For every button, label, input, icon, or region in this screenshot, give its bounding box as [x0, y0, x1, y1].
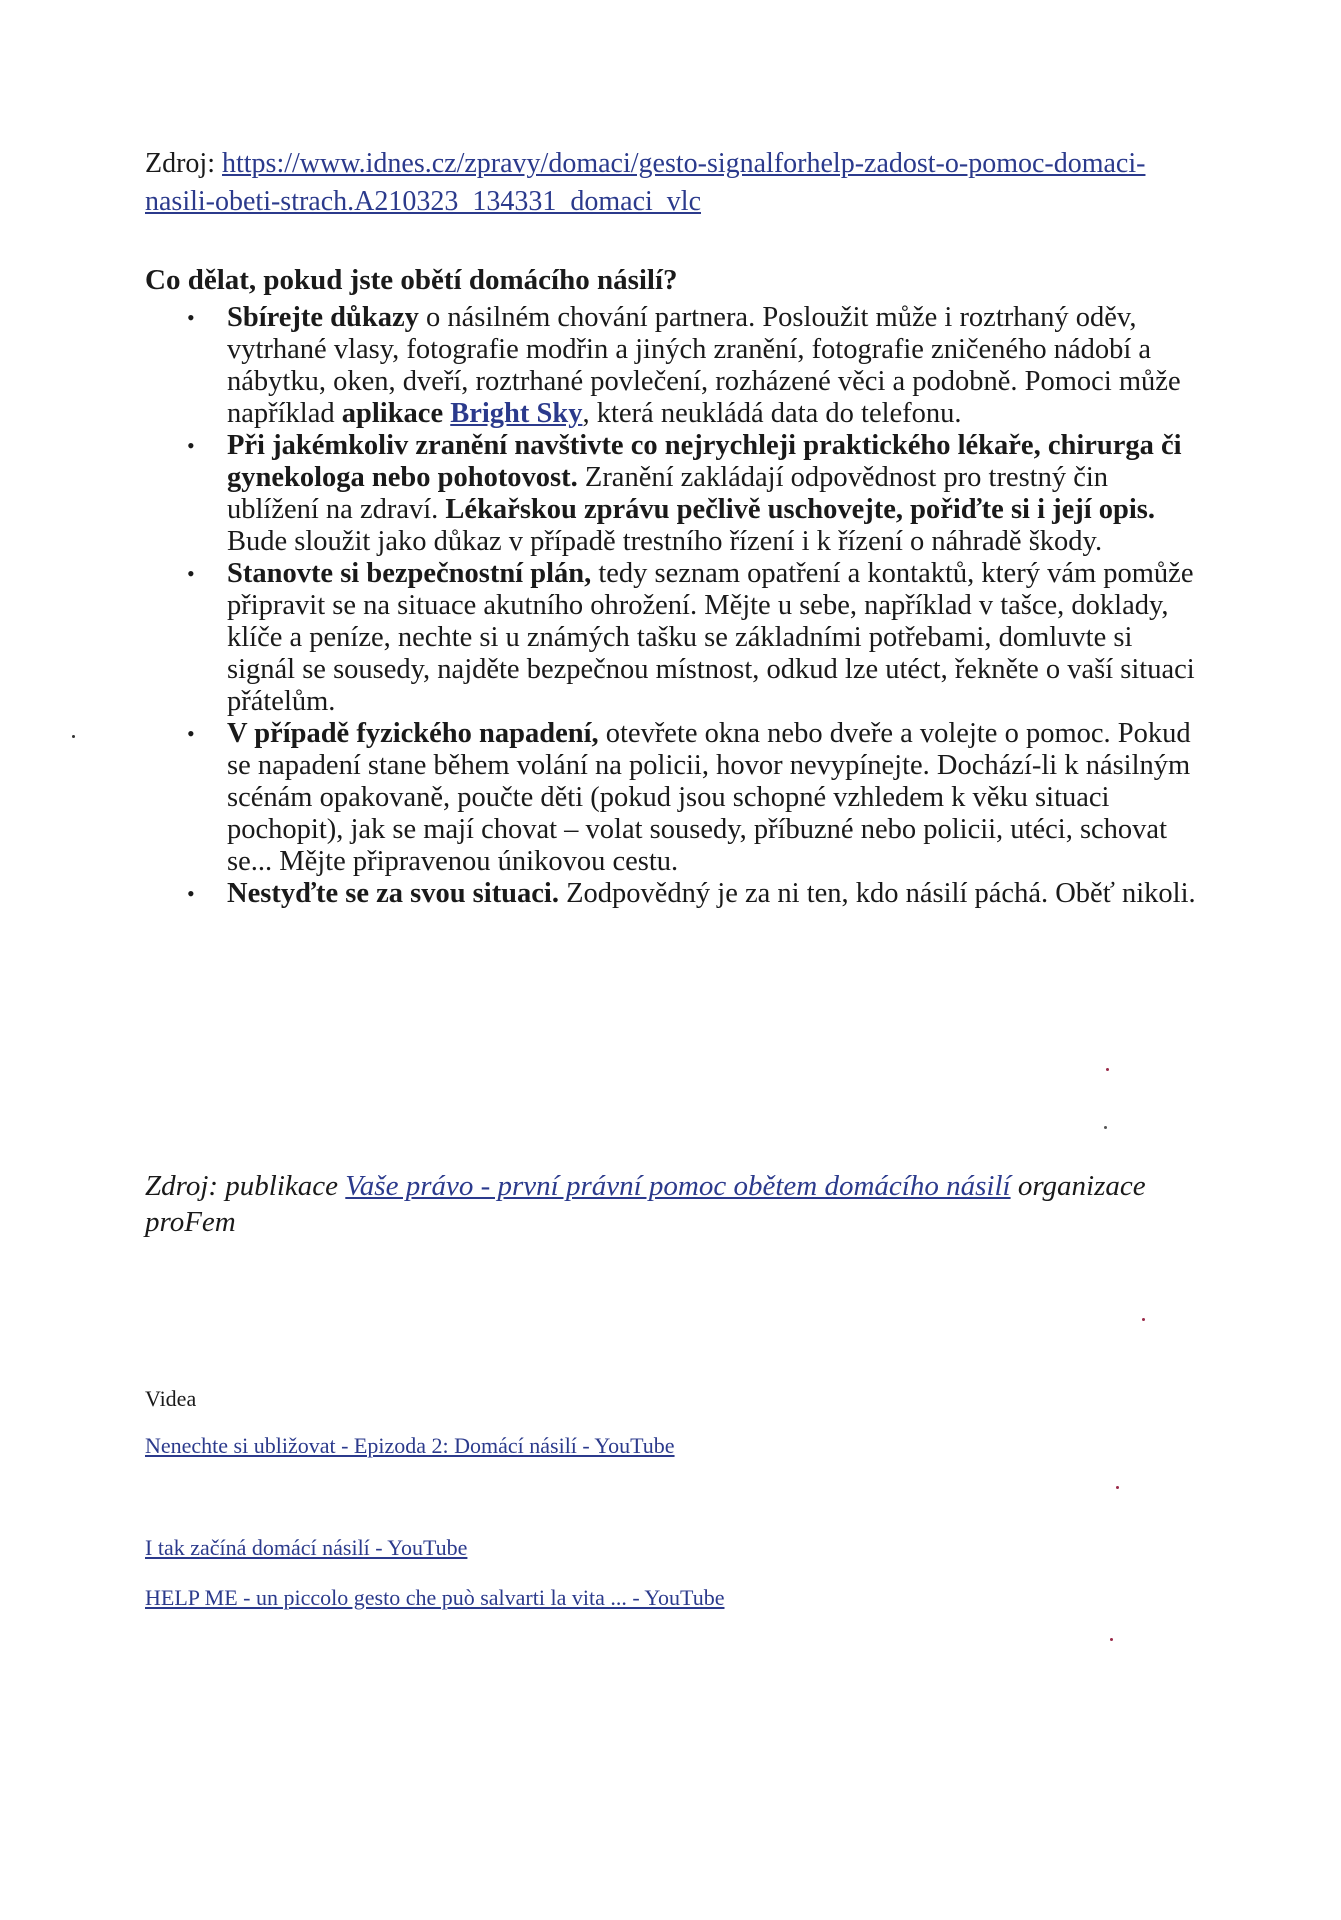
scan-speck	[72, 735, 75, 738]
tip-bold: Nestyďte se za svou situaci.	[227, 878, 559, 909]
bullet-icon: •	[187, 881, 195, 906]
tip-text: tedy seznam opatření a kontaktů, který vám pomůže připravit se na situace akutního ohrožení. Mějte u sebe, například v tašce, doklady, klíče a peníze, nechte si u známých tašku se základními potřebami, domluvte si signál se sousedy, najděte bezpečnou místnost, odkud lze utéct, řekněte o vaší situaci přátelům.	[227, 558, 1195, 717]
tip-bold: Při jakémkoliv zranění navštivte co nejrychleji praktického lékaře, chirurga či gynekologa nebo pohotovost.	[227, 430, 1182, 493]
list-item	[145, 430, 1205, 558]
list-item	[145, 878, 1205, 910]
source-prefix: Zdroj:	[145, 148, 222, 179]
publication-prefix: Zdroj: publikace	[145, 1170, 346, 1202]
video-link-3[interactable]: HELP ME - un piccolo gesto che può salvarti la vita ... - YouTube	[145, 1585, 725, 1610]
videos-heading: Videa	[145, 1386, 197, 1411]
list-item	[145, 718, 1205, 878]
publication-suffix: organizace proFem	[145, 1170, 1146, 1238]
list-item	[145, 302, 1205, 430]
tip-bold: Sbírejte důkazy	[227, 302, 419, 333]
tip-text: otevřete okna nebo dveře a volejte o pomoc. Pokud se napadení stane během volání na policii, hovor nevypínejte. Dochází-li k násilným scénám opakovaně, poučte děti (pokud jsou schopné vzhledem k věku situaci pochopit), jak se mají chovat – volat sousedy, příbuzné nebo policii, utéci, schovat se... Mějte připravenou únikovou cestu.	[227, 718, 1191, 877]
source-url-link[interactable]: https://www.idnes.cz/zpravy/domaci/gesto-signalforhelp-zadost-o-pomoc-domaci-nasili-obeti-strach.A210323_134331_domaci_vlc	[145, 148, 1146, 217]
scan-speck	[1116, 1486, 1119, 1489]
tip-bold-2: aplikace	[341, 398, 451, 429]
tip-text: Zranění zakládají odpovědnost pro trestný čin ublížení na zdraví.	[227, 462, 1109, 525]
section-heading: Co dělat, pokud jste obětí domácího násilí?	[145, 264, 678, 296]
tip-text: Zodpovědný je za ni ten, kdo násilí páchá. Oběť nikoli.	[558, 878, 1196, 909]
bullet-icon: •	[187, 305, 195, 330]
tips-list	[145, 302, 1205, 910]
bullet-icon: •	[187, 561, 195, 586]
video-link-2[interactable]: I tak začíná domácí násilí - YouTube	[145, 1535, 468, 1560]
tip-bold: V případě fyzického napadení,	[227, 718, 599, 749]
tip-bold-2: Lékařskou zprávu pečlivě uschovejte, pořiďte si i její opis.	[445, 494, 1156, 525]
tip-bold: Stanovte si bezpečnostní plán,	[227, 558, 592, 589]
list-item	[145, 558, 1205, 718]
scan-speck	[1106, 1068, 1109, 1071]
publication-source	[145, 1168, 1205, 1240]
publication-title-link[interactable]: Vaše právo - první právní pomoc obětem domácího násilí	[345, 1170, 1011, 1202]
scan-speck	[1142, 1318, 1145, 1321]
tip-text-2: Bude sloužit jako důkaz v případě trestního řízení i k řízení o náhradě škody.	[227, 526, 1103, 557]
source-line	[145, 145, 1205, 221]
scan-speck	[1110, 1638, 1113, 1641]
tip-text: o násilném chování partnera. Posloužit může i roztrhaný oděv, vytrhané vlasy, fotografie modřin a jiných zranění, fotografie zničeného nádobí a nábytku, oken, dveří, roztrhané povlečení, rozházené věci a podobně. Pomoci může například	[227, 302, 1181, 429]
scan-speck	[1104, 1126, 1107, 1129]
bullet-icon: •	[187, 721, 195, 746]
video-link-1[interactable]: Nenechte si ubližovat - Epizoda 2: Domácí násilí - YouTube	[145, 1433, 675, 1458]
tip-text-2: , která neukládá data do telefonu.	[582, 398, 962, 429]
bullet-icon: •	[187, 433, 195, 458]
bright-sky-link[interactable]: Bright Sky	[450, 398, 583, 429]
